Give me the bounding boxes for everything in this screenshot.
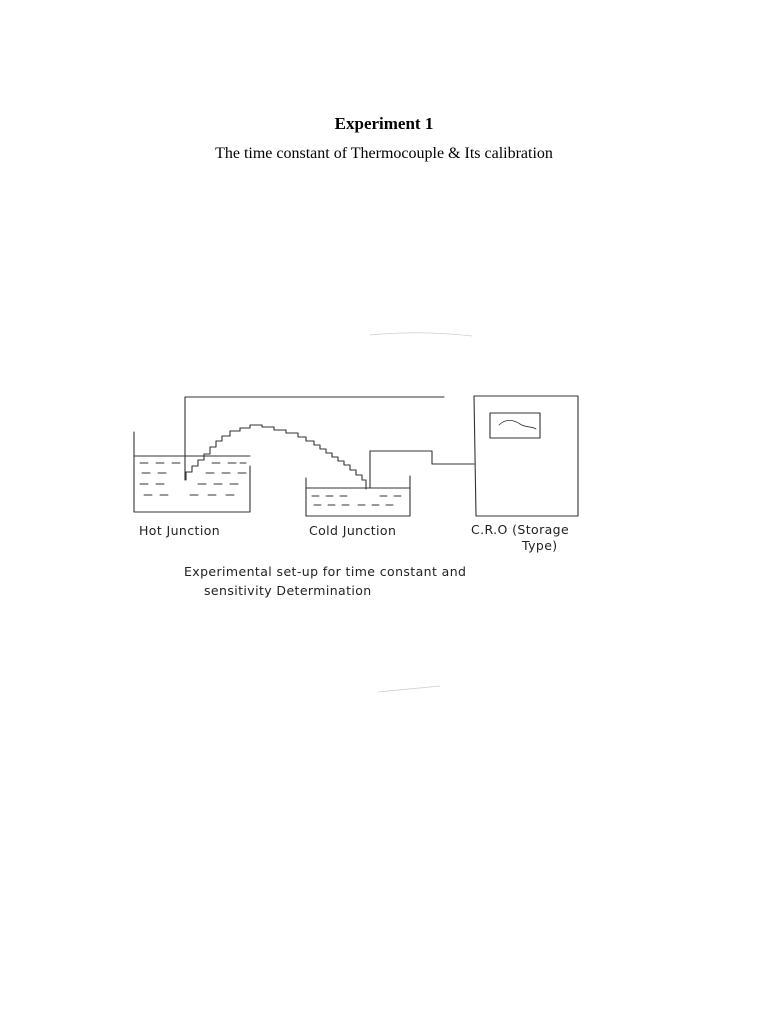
cold-beaker-water-dashes	[312, 496, 401, 505]
cro-screen	[490, 413, 540, 438]
label-hot-junction: Hot Junction	[139, 523, 221, 538]
caption-line2: sensitivity Determination	[204, 583, 372, 598]
cro-trace	[499, 420, 536, 429]
page-subtitle: The time constant of Thermocouple & Its calibration	[215, 145, 553, 162]
label-cold-junction: Cold Junction	[309, 523, 397, 538]
label-cro-line2: Type)	[522, 538, 558, 553]
caption-line1: Experimental set-up for time constant and	[184, 564, 467, 579]
label-cro-line1: C.R.O (Storage	[471, 522, 570, 537]
page-title: Experiment 1	[334, 114, 434, 133]
wire-cold-to-cro	[370, 451, 474, 488]
wire-hot-to-cro	[185, 397, 444, 480]
hot-beaker-water-dashes	[140, 463, 246, 495]
thermocouple-wire	[186, 425, 366, 489]
